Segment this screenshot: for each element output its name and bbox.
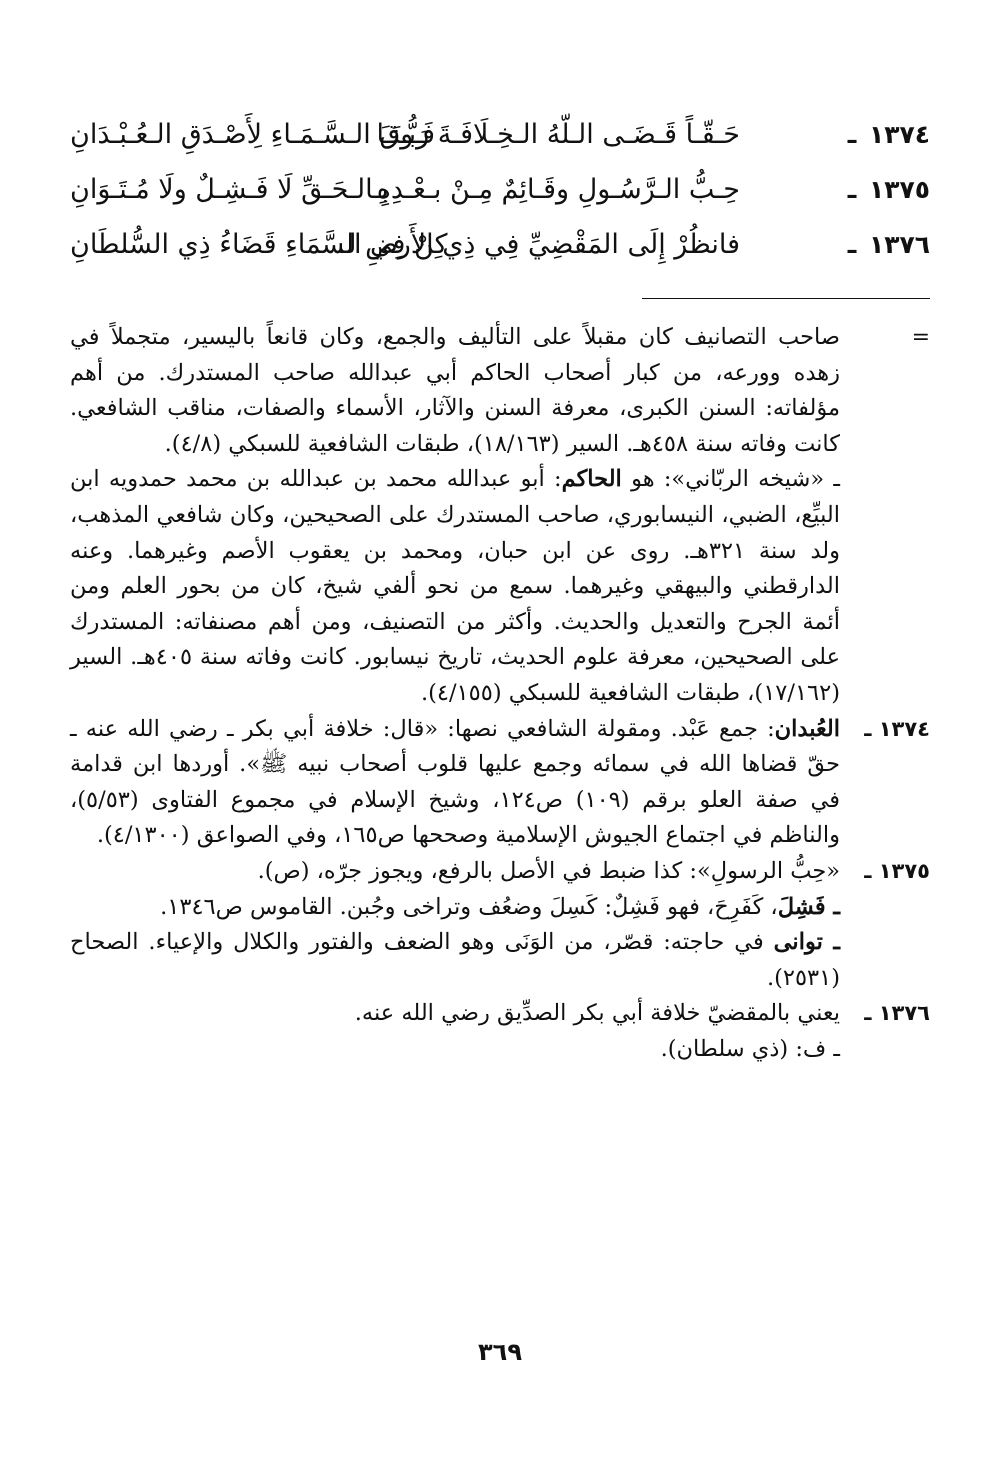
verse-number: ١٣٧٦ ـ	[847, 230, 930, 259]
footnote-text: العُبدان: جمع عَبْد. ومقولة الشافعي نصها: «قال: خلافة أبي بكر ـ رضي الله عنه ـ حقّ قضاها الله في سمائه وجمع عليها قلوب أصحاب نبيه ﷺ». أوردها ابن قدامة في صفة العلو برقم (١٠٩) ص١٢٤، وشيخ الإسلام في مجموع الفتاوى (٥/٥٣)، والناظم في اجتماع الجيوش الإسلامية وصححها ص١٦٥، وفي الصواعق (٤/١٣٠٠).	[70, 715, 841, 849]
verse-second-hemistich: فَـوقَ الـسَّـمَـاءِ لِأَصْـدَقِ الـعُـبْـدَانِ	[70, 119, 436, 150]
footnote-text: ـ توانى في حاجته: قصّر، من الوَنَى وهو الضعف والفتور والكلال والإعياء. الصحاح (٢٥٣١).	[70, 929, 841, 991]
verse-1375	[70, 165, 930, 215]
verse-number: ١٣٧٥ ـ	[847, 175, 930, 204]
footnote-text: «حِبُّ الرسولِ»: كذا ضبط في الأصل بالرفع، ويجوز جرّه، (ص).	[257, 857, 840, 884]
verse-number: ١٣٧٤ ـ	[847, 120, 930, 149]
footnote-text: ـ فَشِلَ، كَفَرِحَ، فهو فَشِلٌ: كَسِلَ وضعُف وتراخى وجُبن. القاموس ص١٣٤٦.	[160, 893, 840, 920]
verse-first-hemistich: حَـقّـاً قَـضَـى الـلّهُ الـخِـلَافَـةَ رَبُّـنَـا	[376, 119, 740, 150]
footnotes	[70, 320, 930, 1067]
footnote-number: ١٣٧٤ ـ	[864, 716, 930, 741]
verse-first-hemistich: حِـبُّ الـرَّسُـولِ وقَـائِمٌ مِـنْ بـعْـدِهِ	[376, 174, 740, 205]
footnote-1376	[70, 996, 930, 1067]
page-number: ٣٦٩	[478, 1338, 522, 1366]
footnote-number: ١٣٧٦ ـ	[864, 1001, 930, 1026]
footnote-number: ١٣٧٥ ـ	[864, 858, 930, 883]
continuation-mark: =	[911, 325, 930, 350]
verse-second-hemistich: كِنْ فِي السَّمَاءِ قَضَاءُ ذِي السُّلطَانِ	[70, 229, 448, 260]
footnote-text: صاحب التصانيف كان مقبلاً على التأليف والجمع، وكان قانعاً باليسير، متجملاً في زهده وورعه، من كبار أصحاب الحاكم أبي عبدالله صاحب المستدرك. من أهم مؤلفاته: السنن الكبرى، معرفة السنن والآثار، الأسماء والصفات، مناقب الشافعي. كانت وفاته سنة ٤٥٨هـ. السير (١٨/١٦٣)، طبقات الشافعية للسبكي (٤/٨).	[70, 324, 840, 457]
footnote-1375	[70, 854, 930, 996]
footnote-continuation	[70, 320, 930, 712]
verse-second-hemistich: بِـالـحَـقِّ لَا فَـشِـلٌ ولَا مُـتَـوَانِ	[70, 174, 389, 205]
footnote-text: ـ ف: (ذي سلطان).	[660, 1035, 840, 1062]
footnote-1374	[70, 712, 930, 854]
footnote-separator	[642, 298, 930, 299]
verse-1374	[70, 110, 930, 160]
verse-1376	[70, 220, 930, 270]
verse-first-hemistich: فانظُرْ إِلَى المَقْضِيِّ فِي ذِي الأَرضِ لـ	[340, 229, 740, 260]
footnote-text: ـ «شيخه الربّاني»: هو الحاكم: أبو عبدالله محمد بن عبدالله بن محمد حمدويه ابن البيِّع، الضبي، النيسابوري، صاحب المستدرك على الصحيحين، وكان شافعي المذهب، ولد سنة ٣٢١هـ. روى عن ابن حبان، ومحمد بن يعقوب الأصم وغيرهما. وعنه الدارقطني والبيهقي وغيرهما. سمع من نحو ألفي شيخ، كان من بحور العلم ومن أئمة الجرح والتعديل والحديث. وأكثر من التصنيف، ومن أهم مصنفاته: المستدرك على الصحيحين، معرفة علوم الحديث، تاريخ نيسابور. كانت وفاته سنة ٤٠٥هـ. السير (١٧/١٦٢)، طبقات الشافعية للسبكي (٤/١٥٥).	[70, 466, 841, 706]
footnote-text: يعني بالمقضيّ خلافة أبي بكر الصدِّيق رضي الله عنه.	[354, 1000, 840, 1027]
